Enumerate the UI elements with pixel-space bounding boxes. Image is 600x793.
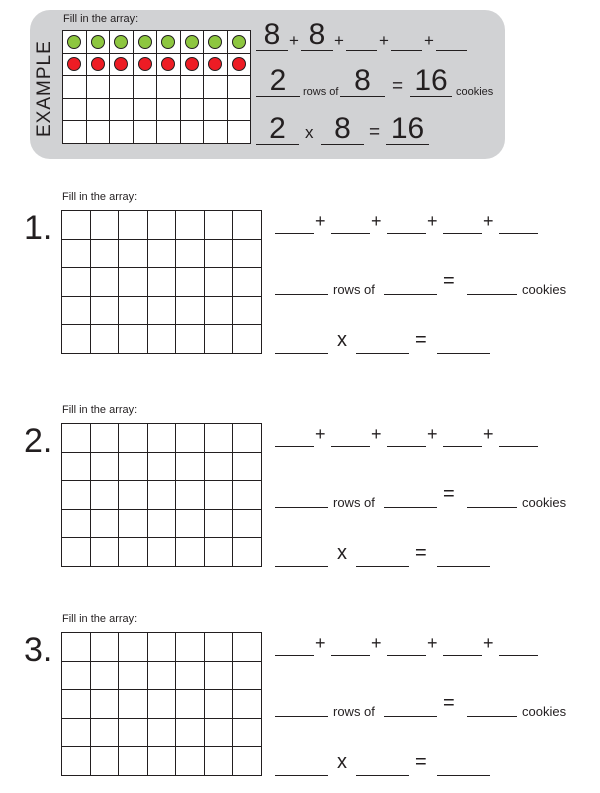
example-rows-value: 2 [269,64,287,97]
grid-cell[interactable] [90,481,119,510]
equals-sign: = [443,483,455,505]
example-grid-cell [204,121,228,144]
example-grid-cell [180,98,204,121]
grid-cell[interactable] [62,424,91,453]
grid-cell[interactable] [147,481,176,510]
grid-cell[interactable] [90,538,119,567]
cookies-text: cookies [522,282,567,297]
example-array-grid [62,30,251,144]
blank-line [321,144,364,145]
problem-2-addend-blank[interactable] [331,446,370,447]
problem-1-rows-blank[interactable] [275,294,328,295]
cookies-text: cookies [522,495,567,510]
example-grid-cell [204,53,228,76]
plus-sign: + [379,31,389,50]
problem-1-mult-b-blank[interactable] [356,353,409,354]
grid-cell[interactable] [62,211,91,240]
problem-2-mult-result-blank[interactable] [437,566,490,567]
grid-cell[interactable] [176,296,205,325]
plus-sign: + [483,211,494,231]
grid-cell[interactable] [176,325,205,354]
grid-cell[interactable] [233,424,262,453]
grid-cell[interactable] [147,538,176,567]
grid-cell[interactable] [233,633,262,662]
equals-sign: = [392,76,404,97]
example-label: EXAMPLE [34,40,55,137]
grid-cell[interactable] [204,509,233,538]
problem-3-addend-blank[interactable] [331,655,370,656]
grid-cell[interactable] [147,424,176,453]
example-grid-cell [86,53,110,76]
example-addend-2: 8 [308,18,326,51]
problem-3-addend-blank[interactable] [443,655,482,656]
grid-cell[interactable] [204,633,233,662]
grid-cell[interactable] [119,538,148,567]
example-product: 16 [414,64,448,97]
grid-cell[interactable] [176,452,205,481]
grid-cell[interactable] [204,325,233,354]
grid-cell[interactable] [62,296,91,325]
grid-cell[interactable] [119,661,148,690]
blank-line [391,50,422,51]
grid-cell[interactable] [62,718,91,747]
grid-cell[interactable] [62,747,91,776]
grid-cell[interactable] [204,481,233,510]
problem-1-per-row-blank[interactable] [384,294,437,295]
grid-cell[interactable] [62,325,91,354]
grid-cell[interactable] [233,239,262,268]
example-grid-cell [133,98,157,121]
example-grid-cell [227,121,251,144]
grid-cell[interactable] [204,661,233,690]
grid-row [62,268,262,297]
problem-1-product-blank[interactable] [467,294,517,295]
example-grid-row [63,121,251,144]
rows-of-text: rows of [333,282,375,297]
grid-cell[interactable] [90,452,119,481]
problem-1-mult-result-blank[interactable] [437,353,490,354]
blank-line [346,50,377,51]
grid-row [62,211,262,240]
grid-cell[interactable] [62,239,91,268]
equals-sign: = [443,692,455,714]
problem-3-rows-blank[interactable] [275,716,328,717]
problem-2-rows-blank[interactable] [275,507,328,508]
red-dot-icon [67,57,81,71]
grid-cell[interactable] [176,481,205,510]
plus-sign: + [483,633,494,653]
grid-cell[interactable] [204,239,233,268]
rows-of-text: rows of [333,495,375,510]
times-sign: x [337,751,347,773]
grid-cell[interactable] [119,452,148,481]
example-grid-cell [227,76,251,99]
problem-1-addend-blank[interactable] [331,233,370,234]
grid-cell[interactable] [90,424,119,453]
example-grid-cell [86,31,110,54]
grid-cell[interactable] [176,211,205,240]
grid-cell[interactable] [233,690,262,719]
example-grid-cell [227,98,251,121]
grid-cell[interactable] [119,747,148,776]
grid-cell[interactable] [119,211,148,240]
grid-row [62,481,262,510]
grid-cell[interactable] [62,661,91,690]
green-dot-icon [138,35,152,49]
example-grid-cell [227,31,251,54]
example-grid-cell [157,76,181,99]
problem-1-addend-blank[interactable] [443,233,482,234]
red-dot-icon [208,57,222,71]
grid-cell[interactable] [147,661,176,690]
grid-cell[interactable] [90,633,119,662]
grid-cell[interactable] [119,690,148,719]
green-dot-icon [185,35,199,49]
grid-cell[interactable] [233,325,262,354]
problem-2-number: 2. [24,422,53,460]
problem-2-array-title: Fill in the array: [62,404,138,416]
grid-cell[interactable] [90,747,119,776]
blank-line [410,96,452,97]
blank-line [386,144,429,145]
green-dot-icon [114,35,128,49]
example-mult-a: 2 [269,112,286,145]
grid-cell[interactable] [62,633,91,662]
blank-line [256,50,288,51]
grid-cell[interactable] [147,268,176,297]
blank-line [340,96,385,97]
problem-1-array-title: Fill in the array: [62,191,138,203]
problem-3-per-row-blank[interactable] [384,716,437,717]
grid-row [62,633,262,662]
green-dot-icon [232,35,246,49]
problem-3-addend-blank[interactable] [275,655,314,656]
example-grid-cell [133,31,157,54]
green-dot-icon [208,35,222,49]
grid-cell[interactable] [90,268,119,297]
example-grid-row [63,31,251,54]
problem-2-mult-a-blank[interactable] [275,566,328,567]
grid-cell[interactable] [204,452,233,481]
grid-cell[interactable] [90,661,119,690]
problem-3-mult-result-blank[interactable] [437,775,490,776]
plus-sign: + [315,211,326,231]
times-sign: x [337,542,347,564]
grid-row [62,690,262,719]
example-grid-cell [157,31,181,54]
blank-line [256,144,299,145]
problem-1-addend-blank[interactable] [387,233,426,234]
problem-1-addend-blank[interactable] [499,233,538,234]
example-grid-cell [63,31,87,54]
example-array-title: Fill in the array: [63,13,139,25]
grid-cell[interactable] [233,296,262,325]
grid-cell[interactable] [62,268,91,297]
grid-row [62,325,262,354]
problem-1-array-grid [61,210,262,354]
problem-3-array-grid [61,632,262,776]
grid-cell[interactable] [176,690,205,719]
grid-cell[interactable] [147,633,176,662]
grid-cell[interactable] [119,325,148,354]
plus-sign: + [371,211,382,231]
grid-cell[interactable] [176,509,205,538]
problem-3-product-blank[interactable] [467,716,517,717]
grid-row [62,424,262,453]
problem-2-addend-blank[interactable] [443,446,482,447]
grid-row [62,296,262,325]
equals-sign: = [443,270,455,292]
grid-cell[interactable] [90,325,119,354]
grid-cell[interactable] [119,296,148,325]
blank-line [256,96,300,97]
red-dot-icon [185,57,199,71]
problem-3-mult-a-blank[interactable] [275,775,328,776]
grid-cell[interactable] [204,424,233,453]
problem-2-per-row-blank[interactable] [384,507,437,508]
green-dot-icon [67,35,81,49]
example-grid-cell [63,98,87,121]
plus-sign: + [427,633,438,653]
plus-sign: + [334,31,344,50]
grid-cell[interactable] [62,481,91,510]
grid-cell[interactable] [204,268,233,297]
example-per-row: 8 [354,64,371,97]
equals-sign: = [415,542,427,564]
grid-cell[interactable] [204,747,233,776]
green-dot-icon [161,35,175,49]
grid-cell[interactable] [233,509,262,538]
example-grid-cell [110,98,134,121]
problem-2-addend-blank[interactable] [275,446,314,447]
example-grid-cell [180,76,204,99]
grid-cell[interactable] [90,509,119,538]
problem-2-mult-b-blank[interactable] [356,566,409,567]
example-grid-cell [204,76,228,99]
grid-cell[interactable] [119,481,148,510]
grid-cell[interactable] [204,296,233,325]
grid-row [62,509,262,538]
grid-cell[interactable] [90,690,119,719]
example-grid-cell [157,53,181,76]
grid-cell[interactable] [119,718,148,747]
example-grid-cell [157,121,181,144]
grid-cell[interactable] [176,538,205,567]
plus-sign: + [483,424,494,444]
grid-cell[interactable] [204,211,233,240]
rows-of-text: rows of [303,86,339,98]
grid-cell[interactable] [147,718,176,747]
blank-line [301,50,333,51]
problem-3-array-title: Fill in the array: [62,613,138,625]
grid-cell[interactable] [176,747,205,776]
problem-2-addend-blank[interactable] [387,446,426,447]
example-grid-cell [63,76,87,99]
grid-cell[interactable] [119,509,148,538]
example-grid-row [63,98,251,121]
grid-cell[interactable] [233,268,262,297]
example-grid-row [63,76,251,99]
example-grid-cell [110,31,134,54]
problem-2-array-grid [61,423,262,567]
grid-row [62,718,262,747]
grid-cell[interactable] [176,633,205,662]
example-grid-cell [110,76,134,99]
example-grid-cell [204,31,228,54]
plus-sign: + [427,211,438,231]
grid-cell[interactable] [233,452,262,481]
grid-row [62,538,262,567]
red-dot-icon [91,57,105,71]
example-grid-cell [110,121,134,144]
grid-cell[interactable] [176,718,205,747]
grid-cell[interactable] [90,296,119,325]
plus-sign: + [371,424,382,444]
example-grid-cell [63,53,87,76]
example-grid-cell [204,98,228,121]
plus-sign: + [315,633,326,653]
grid-row [62,239,262,268]
times-sign: x [337,329,347,351]
grid-cell[interactable] [147,325,176,354]
problem-3-addend-blank[interactable] [387,655,426,656]
grid-cell[interactable] [176,424,205,453]
grid-cell[interactable] [204,690,233,719]
plus-sign: + [289,31,299,50]
grid-cell[interactable] [62,452,91,481]
grid-cell[interactable] [176,239,205,268]
grid-cell[interactable] [119,239,148,268]
grid-cell[interactable] [119,633,148,662]
equals-sign: = [415,751,427,773]
plus-sign: + [371,633,382,653]
grid-cell[interactable] [233,211,262,240]
example-grid-cell [110,53,134,76]
rows-of-text: rows of [333,704,375,719]
problem-1-mult-a-blank[interactable] [275,353,328,354]
grid-cell[interactable] [119,424,148,453]
grid-cell[interactable] [62,538,91,567]
cookies-text: cookies [522,704,567,719]
grid-cell[interactable] [233,661,262,690]
example-grid-row [63,53,251,76]
red-dot-icon [161,57,175,71]
equals-sign: = [369,122,381,143]
grid-row [62,661,262,690]
times-sign: x [305,123,314,142]
grid-cell[interactable] [62,509,91,538]
grid-cell[interactable] [90,211,119,240]
cookies-text: cookies [456,86,494,98]
example-grid-cell [86,76,110,99]
grid-cell[interactable] [62,690,91,719]
plus-sign: + [315,424,326,444]
red-dot-icon [138,57,152,71]
grid-row [62,747,262,776]
problem-2-product-blank[interactable] [467,507,517,508]
grid-cell[interactable] [119,268,148,297]
example-grid-cell [227,53,251,76]
grid-cell[interactable] [147,296,176,325]
plus-sign: + [424,31,434,50]
grid-cell[interactable] [176,268,205,297]
problem-3-addend-blank[interactable] [499,655,538,656]
red-dot-icon [114,57,128,71]
blank-line [436,50,467,51]
grid-cell[interactable] [90,718,119,747]
grid-cell[interactable] [233,538,262,567]
grid-cell[interactable] [233,747,262,776]
grid-cell[interactable] [147,211,176,240]
problem-1-addend-blank[interactable] [275,233,314,234]
red-dot-icon [232,57,246,71]
example-grid-cell [86,121,110,144]
grid-cell[interactable] [147,690,176,719]
problem-2-addend-blank[interactable] [499,446,538,447]
grid-cell[interactable] [147,747,176,776]
grid-cell[interactable] [233,718,262,747]
plus-sign: + [427,424,438,444]
equals-sign: = [415,329,427,351]
example-addend-1: 8 [263,18,281,51]
example-grid-cell [63,121,87,144]
example-grid-cell [180,53,204,76]
example-grid-cell [133,76,157,99]
grid-cell[interactable] [90,239,119,268]
example-mult-result: 16 [390,112,425,145]
example-mult-b: 8 [334,112,351,145]
grid-cell[interactable] [147,239,176,268]
example-grid-cell [180,31,204,54]
grid-cell[interactable] [233,481,262,510]
problem-3-mult-b-blank[interactable] [356,775,409,776]
grid-cell[interactable] [204,538,233,567]
problem-1-number: 1. [24,209,53,247]
green-dot-icon [91,35,105,49]
example-grid-cell [133,53,157,76]
example-grid-cell [86,98,110,121]
grid-cell[interactable] [147,509,176,538]
example-grid-cell [157,98,181,121]
example-grid-cell [133,121,157,144]
grid-row [62,452,262,481]
grid-cell[interactable] [147,452,176,481]
grid-cell[interactable] [204,718,233,747]
grid-cell[interactable] [176,661,205,690]
problem-3-number: 3. [24,631,53,669]
example-grid-cell [180,121,204,144]
